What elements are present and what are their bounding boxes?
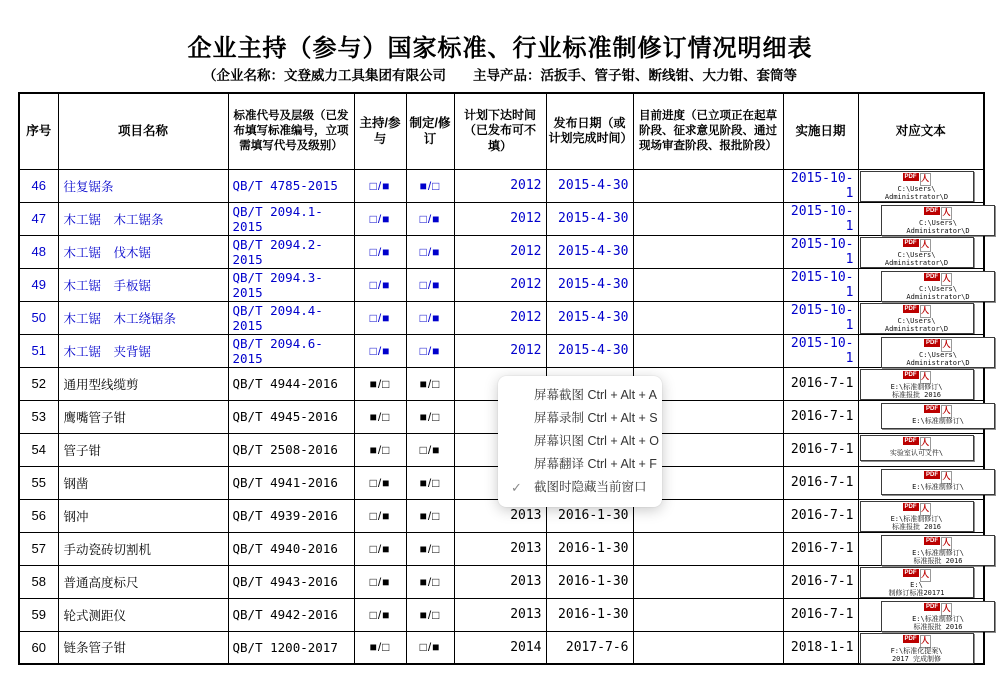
pdf-object-path: Administrator\D [906, 292, 970, 301]
cell-name: 鹰嘴管子钳 [58, 400, 228, 433]
pdf-icon: PDF 人 [861, 371, 973, 383]
embedded-pdf-object[interactable] [881, 271, 995, 302]
cell-code: QB/T 4942-2016 [228, 598, 354, 631]
column-header-3: 主持/参与 [354, 93, 406, 169]
cell-name: 木工锯 手板锯 [58, 268, 228, 301]
pdf-object-path: 标准报批 2016 [913, 622, 963, 631]
pdf-object-path: E:\标准制修订\ [912, 482, 964, 491]
pdf-object-path: C:\Users\ [919, 284, 957, 293]
cell-no: 56 [19, 499, 58, 532]
cell-name: 轮式测距仪 [58, 598, 228, 631]
embedded-pdf-object[interactable] [860, 633, 974, 664]
cell-name: 普通高度标尺 [58, 565, 228, 598]
pdf-object-path: E:\标准制修订\ [912, 416, 964, 425]
cell-mode: ■/□ [406, 367, 454, 400]
cell-progress [633, 631, 783, 664]
embedded-pdf-object[interactable] [860, 435, 974, 461]
cell-plan: 2012 [454, 202, 546, 235]
pdf-object-path: C:\Users\ [897, 316, 936, 325]
cell-doc [858, 499, 984, 532]
cell-mode: ■/□ [406, 598, 454, 631]
cell-code: QB/T 2094.4-2015 [228, 301, 354, 334]
cell-pub: 2016-1-30 [546, 598, 633, 631]
table-header-row [19, 93, 984, 169]
cell-no: 53 [19, 400, 58, 433]
cell-host: □/■ [354, 466, 406, 499]
cell-pub: 2016-1-30 [546, 565, 633, 598]
cell-code: QB/T 2094.3-2015 [228, 268, 354, 301]
cell-impl: 2016-7-1 [783, 400, 858, 433]
pdf-icon: PDF 人 [882, 405, 994, 417]
cell-doc [858, 202, 984, 235]
cell-code: QB/T 4943-2016 [228, 565, 354, 598]
cell-no: 60 [19, 631, 58, 664]
cell-doc [858, 631, 984, 664]
cell-host: □/■ [354, 169, 406, 202]
cell-pub: 2015-4-30 [546, 334, 633, 367]
cell-plan: 2013 [454, 565, 546, 598]
cell-doc [858, 433, 984, 466]
cell-mode: □/■ [406, 433, 454, 466]
pdf-object-path: C:\Users\ [919, 350, 957, 359]
cell-host: ■/□ [354, 631, 406, 664]
cell-name: 木工锯 木工锯条 [58, 202, 228, 235]
cell-progress [633, 268, 783, 301]
pdf-object-path: 标准报批 2016 [891, 522, 942, 531]
cell-plan: 2012 [454, 301, 546, 334]
page-title: 企业主持（参与）国家标准、行业标准制修订情况明细表 [187, 35, 813, 62]
cell-name: 钢冲 [58, 499, 228, 532]
cell-pub: 2015-4-30 [546, 268, 633, 301]
cell-impl: 2016-7-1 [783, 433, 858, 466]
pdf-object-path: E:\标准制修订\ [912, 548, 964, 557]
embedded-pdf-object[interactable] [860, 303, 974, 334]
cell-impl: 2016-7-1 [783, 499, 858, 532]
cell-doc [858, 400, 984, 433]
cell-code: QB/T 2094.6-2015 [228, 334, 354, 367]
cell-no: 58 [19, 565, 58, 598]
cell-no: 51 [19, 334, 58, 367]
cell-impl: 2016-7-1 [783, 565, 858, 598]
table-row [19, 565, 984, 598]
pdf-object-path: E:\标准制修订\ [912, 614, 964, 623]
cell-plan: 2013 [454, 532, 546, 565]
cell-no: 55 [19, 466, 58, 499]
cell-mode: ■/□ [406, 499, 454, 532]
cell-plan: 2012 [454, 268, 546, 301]
cell-impl: 2018-1-1 [783, 631, 858, 664]
cell-no: 46 [19, 169, 58, 202]
cell-progress [633, 169, 783, 202]
cell-code: QB/T 4939-2016 [228, 499, 354, 532]
embedded-pdf-object[interactable] [881, 205, 995, 236]
pdf-object-path: F:\标准化提案\ [890, 646, 943, 655]
cell-impl: 2016-7-1 [783, 598, 858, 631]
cell-plan: 2013 [454, 598, 546, 631]
table-row [19, 235, 984, 268]
table-row [19, 202, 984, 235]
pdf-object-path: 制修订标准20171 [888, 588, 945, 597]
cell-impl: 2016-7-1 [783, 532, 858, 565]
cell-pub: 2015-4-30 [546, 169, 633, 202]
embedded-pdf-object[interactable] [881, 601, 995, 632]
cell-name: 管子钳 [58, 433, 228, 466]
cell-doc [858, 334, 984, 367]
cell-name: 木工锯 木工绕锯条 [58, 301, 228, 334]
table-row [19, 301, 984, 334]
cell-progress [633, 598, 783, 631]
page-subtitle: （企业名称：文登威力工具集团有限公司 主导产品：活扳手、管子钳、断线钳、大力钳、套筒等 [203, 68, 797, 83]
cell-impl: 2016-7-1 [783, 367, 858, 400]
column-header-6: 发布日期（或计划完成时间） [546, 93, 633, 169]
embedded-pdf-object[interactable] [860, 567, 974, 598]
cell-mode: ■/□ [406, 565, 454, 598]
cell-pub: 2016-1-30 [546, 499, 633, 532]
menu-item-1[interactable]: 屏幕录制 Ctrl + Alt + S [534, 411, 658, 425]
cell-host: □/■ [354, 565, 406, 598]
cell-impl: 2015-10-1 [783, 202, 858, 235]
cell-code: QB/T 2094.2-2015 [228, 235, 354, 268]
cell-no: 49 [19, 268, 58, 301]
pdf-icon: PDF 人 [861, 437, 973, 449]
pdf-icon: PDF 人 [861, 503, 973, 515]
cell-code: QB/T 4941-2016 [228, 466, 354, 499]
cell-mode: □/■ [406, 631, 454, 664]
table-row [19, 268, 984, 301]
cell-doc [858, 301, 984, 334]
menu-item-4[interactable]: ✓ 截图时隐藏当前窗口 [498, 476, 662, 499]
pdf-icon: PDF 人 [861, 569, 973, 581]
pdf-icon: PDF 人 [882, 537, 994, 549]
cell-host: □/■ [354, 334, 406, 367]
pdf-object-path: Administrator\D [884, 192, 949, 201]
pdf-icon: PDF 人 [861, 635, 973, 647]
cell-host: □/■ [354, 598, 406, 631]
cell-name: 木工锯 夹背锯 [58, 334, 228, 367]
pdf-icon: PDF 人 [861, 305, 973, 317]
cell-progress [633, 202, 783, 235]
pdf-icon: PDF 人 [882, 273, 994, 285]
cell-name: 钢凿 [58, 466, 228, 499]
pdf-icon: PDF 人 [882, 339, 994, 351]
cell-doc [858, 169, 984, 202]
embedded-pdf-object[interactable] [860, 501, 974, 532]
cell-host: ■/□ [354, 400, 406, 433]
cell-impl: 2015-10-1 [783, 268, 858, 301]
cell-code: QB/T 2508-2016 [228, 433, 354, 466]
cell-host: □/■ [354, 301, 406, 334]
cell-mode: □/■ [406, 202, 454, 235]
cell-progress [633, 235, 783, 268]
cell-no: 52 [19, 367, 58, 400]
embedded-pdf-object[interactable] [881, 337, 995, 368]
pdf-object-path: 标准报批 2016 [913, 556, 963, 565]
cell-host: □/■ [354, 532, 406, 565]
column-header-0: 序号 [19, 93, 58, 169]
pdf-object-path: Administrator\D [884, 324, 949, 333]
cell-doc [858, 565, 984, 598]
cell-code: QB/T 2094.1-2015 [228, 202, 354, 235]
cell-plan: 2014 [454, 631, 546, 664]
cell-no: 57 [19, 532, 58, 565]
table-row [19, 169, 984, 202]
cell-mode: □/■ [406, 268, 454, 301]
cell-mode: ■/□ [406, 532, 454, 565]
column-header-9: 对应文本 [858, 93, 984, 169]
embedded-pdf-object[interactable] [860, 369, 974, 400]
pdf-object-path: 2017 完成制修 [891, 654, 942, 663]
cell-no: 54 [19, 433, 58, 466]
cell-name: 木工锯 伐木锯 [58, 235, 228, 268]
pdf-object-path: E:\标准制修订\ [890, 514, 943, 523]
pdf-object-path: Administrator\D [906, 226, 970, 235]
column-header-8: 实施日期 [783, 93, 858, 169]
pdf-object-path: E:\标准制修订\ [890, 382, 943, 391]
pdf-object-path: Administrator\D [906, 358, 970, 367]
embedded-pdf-object[interactable] [860, 237, 974, 268]
cell-host: □/■ [354, 235, 406, 268]
table-row [19, 334, 984, 367]
cell-no: 50 [19, 301, 58, 334]
cell-code: QB/T 4944-2016 [228, 367, 354, 400]
pdf-object-path: 标准报批 2016 [891, 390, 942, 399]
cell-mode: □/■ [406, 235, 454, 268]
embedded-pdf-object[interactable] [881, 535, 995, 566]
cell-doc [858, 235, 984, 268]
cell-progress [633, 532, 783, 565]
cell-progress [633, 565, 783, 598]
pdf-icon: PDF 人 [882, 603, 994, 615]
cell-pub: 2015-4-30 [546, 301, 633, 334]
cell-host: ■/□ [354, 433, 406, 466]
column-header-5: 计划下达时间（已发布可不填） [454, 93, 546, 169]
cell-host: □/■ [354, 499, 406, 532]
cell-plan: 2012 [454, 235, 546, 268]
embedded-pdf-object[interactable] [860, 171, 974, 202]
column-header-2: 标准代号及层级（已发布填写标准编号，立项需填写代号及级别） [228, 93, 354, 169]
column-header-4: 制定/修订 [406, 93, 454, 169]
cell-plan: 2013 [454, 499, 546, 532]
cell-mode: ■/□ [406, 169, 454, 202]
cell-pub: 2015-4-30 [546, 202, 633, 235]
cell-code: QB/T 1200-2017 [228, 631, 354, 664]
cell-no: 48 [19, 235, 58, 268]
cell-progress [633, 334, 783, 367]
cell-plan: 2012 [454, 169, 546, 202]
cell-name: 往复锯条 [58, 169, 228, 202]
cell-name: 手动瓷砖切割机 [58, 532, 228, 565]
cell-impl: 2015-10-1 [783, 334, 858, 367]
cell-mode: □/■ [406, 301, 454, 334]
cell-mode: ■/□ [406, 400, 454, 433]
pdf-icon: PDF 人 [861, 173, 973, 185]
table-row [19, 631, 984, 664]
cell-pub: 2017-7-6 [546, 631, 633, 664]
cell-doc [858, 598, 984, 631]
cell-doc [858, 532, 984, 565]
pdf-icon: PDF 人 [861, 239, 973, 251]
cell-mode: □/■ [406, 334, 454, 367]
screenshot-context-menu [498, 376, 662, 507]
cell-impl: 2016-7-1 [783, 466, 858, 499]
column-header-7: 目前进度（已立项正在起草阶段、征求意见阶段、通过现场审查阶段、报批阶段） [633, 93, 783, 169]
pdf-object-path: 实验室认可文件\ [889, 448, 944, 457]
cell-code: QB/T 4945-2016 [228, 400, 354, 433]
table-row [19, 532, 984, 565]
cell-code: QB/T 4785-2015 [228, 169, 354, 202]
cell-name: 链条管子钳 [58, 631, 228, 664]
cell-impl: 2015-10-1 [783, 235, 858, 268]
cell-doc [858, 367, 984, 400]
column-header-1: 项目名称 [58, 93, 228, 169]
cell-progress [633, 301, 783, 334]
cell-host: ■/□ [354, 367, 406, 400]
cell-pub: 2016-1-30 [546, 532, 633, 565]
pdf-icon: PDF 人 [882, 207, 994, 219]
embedded-pdf-object[interactable] [881, 469, 995, 495]
cell-doc [858, 466, 984, 499]
cell-host: □/■ [354, 202, 406, 235]
pdf-object-path: C:\Users\ [897, 250, 936, 259]
cell-plan: 2012 [454, 334, 546, 367]
menu-item-3[interactable]: 屏幕翻译 Ctrl + Alt + F [534, 457, 657, 471]
pdf-object-path: C:\Users\ [897, 184, 936, 193]
cell-mode: ■/□ [406, 466, 454, 499]
cell-code: QB/T 4940-2016 [228, 532, 354, 565]
cell-host: □/■ [354, 268, 406, 301]
check-icon: ✓ [511, 480, 522, 495]
table-row [19, 598, 984, 631]
cell-pub: 2015-4-30 [546, 235, 633, 268]
pdf-object-path: C:\Users\ [919, 218, 957, 227]
cell-no: 47 [19, 202, 58, 235]
pdf-object-path: Administrator\D [884, 258, 949, 267]
cell-doc [858, 268, 984, 301]
menu-item-2[interactable]: 屏幕识图 Ctrl + Alt + O [534, 434, 660, 448]
menu-item-0[interactable]: 屏幕截图 Ctrl + Alt + A [534, 388, 657, 402]
cell-no: 59 [19, 598, 58, 631]
cell-name: 通用型线缆剪 [58, 367, 228, 400]
cell-impl: 2015-10-1 [783, 169, 858, 202]
cell-impl: 2015-10-1 [783, 301, 858, 334]
embedded-pdf-object[interactable] [881, 403, 995, 429]
pdf-icon: PDF 人 [882, 471, 994, 483]
pdf-object-path: E:\ [910, 580, 923, 589]
